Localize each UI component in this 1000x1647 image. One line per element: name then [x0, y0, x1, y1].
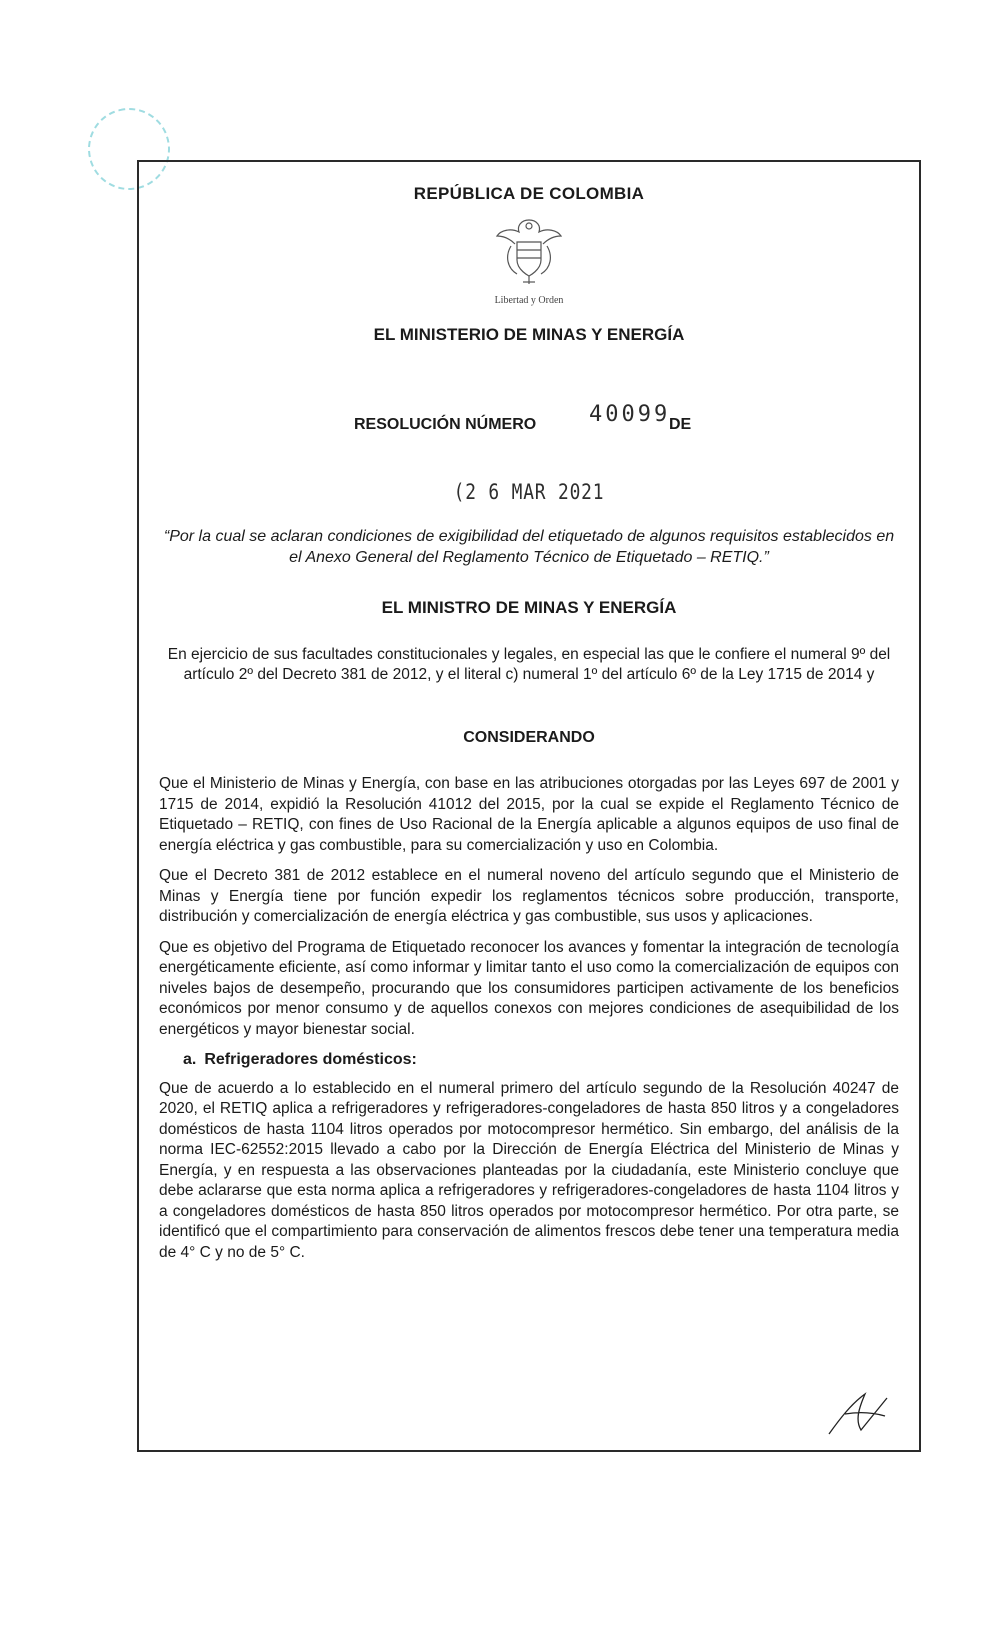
ministerio-heading: EL MINISTERIO DE MINAS Y ENERGÍA: [373, 325, 685, 344]
paragraph: Que de acuerdo a lo establecido en el numeral primero del artículo segundo de la Resolución 40247 de 2020, el RETIQ aplica a refrigeradores y refrigeradores-congeladores de hasta 850 litros y a congeladores domésticos de hasta 1104 litros operados por motocompresor hermético. Sin embargo, del análisis de la norma IEC-62552:2015 llevado a cabo por la Dirección de Energía Eléctrica del Ministerio de Minas y Energía, y en respuesta a las observaciones planteadas por la ciudadanía, este Ministerio concluye que debe aclararse que esta norma aplica a refrigeradores y refrigeradores-congeladores de hasta 1104 litros y a congeladores domésticos de hasta 850 litros operados por motocompresor hermético. Por otra parte, se identificó que el compartimiento para conservación de alimentos frescos debe tener una temperatura media de 4° C y no de 5° C.: [159, 1079, 899, 1261]
resolution-date: (2 6 MAR 2021: [453, 480, 605, 504]
motto-text: Libertad y Orden: [494, 295, 564, 306]
subsection-title: Refrigeradores domésticos:: [204, 1051, 417, 1068]
republica-heading: REPÚBLICA DE COLOMBIA: [413, 184, 645, 203]
facultades-text: En ejercicio de sus facultades constitucionales y legales, en especial las que le confiere el numeral 9º del artículo 2º del Decreto 381 de 2012, y el literal c) numeral 1º del artículo 6º de la Ley 1715 de 2014 y: [167, 646, 891, 683]
subsection-heading: [183, 1050, 899, 1071]
coat-of-arms-icon: [491, 212, 567, 288]
subsection-letter: a.: [183, 1051, 197, 1068]
considerations-body: [159, 774, 899, 1273]
considerando-heading: CONSIDERANDO: [463, 729, 595, 746]
paragraph: Que el Decreto 381 de 2012 establece en el numeral noveno del artículo segundo que el Ministerio de Minas y Energía tiene por función expedir los reglamentos técnicos sobre producción, transporte, distribución y comercialización de energía eléctrica y gas combustible, sus usos y aplicaciones.: [159, 867, 899, 925]
resolution-de: DE: [669, 416, 692, 433]
epigraph: “Por la cual se aclaran condiciones de exigibilidad del etiquetado de algunos requisitos establecidos en el Anexo General del Reglamento Técnico de Etiquetado – RETIQ.”: [163, 528, 895, 566]
resolution-row: [159, 402, 899, 442]
resolution-number: 40099: [589, 402, 671, 427]
paragraph: Que es objetivo del Programa de Etiquetado reconocer los avances y fomentar la integración de tecnología energéticamente eficiente, así como informar y limitar tanto el uso como la comercialización de equipos con niveles bajos de desempeño, procurando que los consumidores participen activamente de los beneficios económicos por menor consumo y de aquellos conexos con mejores condiciones de asequibilidad de los energéticos y mayor bienestar social.: [159, 938, 899, 1038]
paragraph: Que el Ministerio de Minas y Energía, con base en las atribuciones otorgadas por las Leyes 697 de 2001 y 1715 de 2014, expidió la Resolución 41012 del 2015, por la cual se expide el Reglamento Técnico de Etiquetado – RETIQ, con fines de Uso Racional de la Energía aplicable a algunos equipos de uso final de energía eléctrica y gas combustible, para su comercialización y uso en Colombia.: [159, 775, 899, 854]
document-frame: [137, 160, 921, 1452]
signature-initials: [825, 1390, 891, 1438]
document-body: [159, 162, 899, 1450]
ministro-heading: EL MINISTRO DE MINAS Y ENERGÍA: [381, 598, 677, 617]
resolution-label: RESOLUCIÓN NÚMERO: [354, 416, 537, 433]
